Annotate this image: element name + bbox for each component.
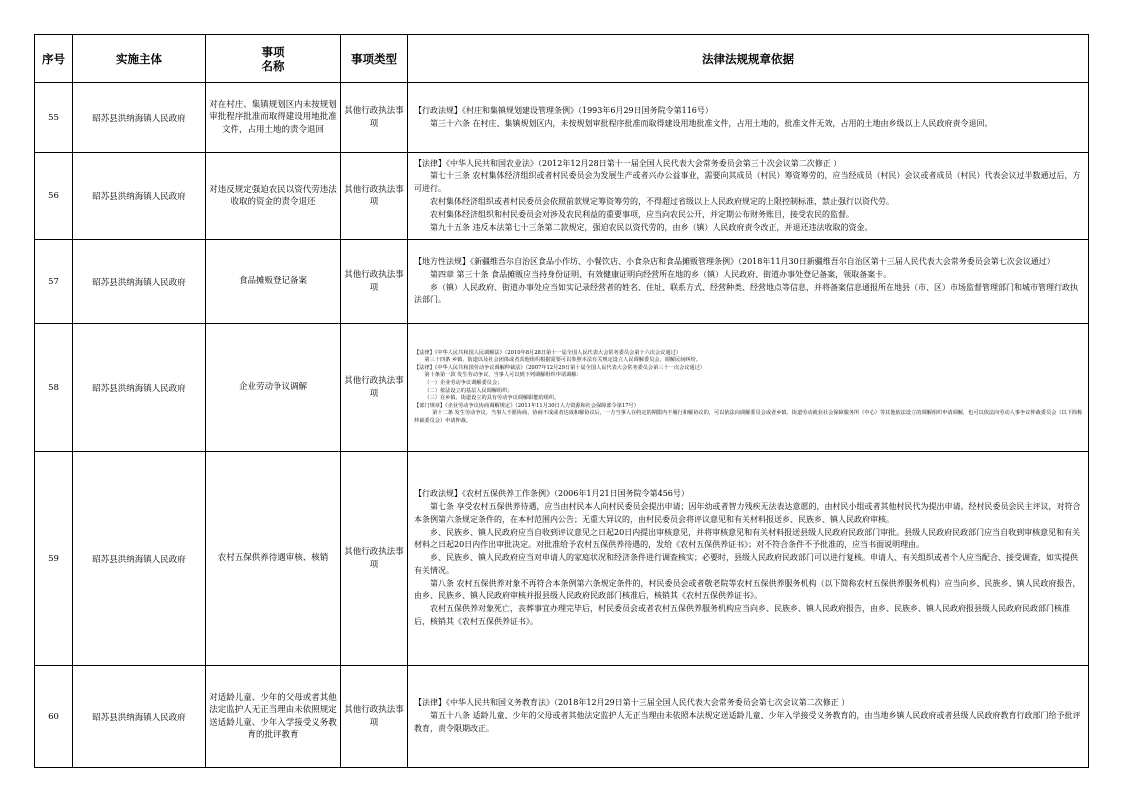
row-basis: [408, 452, 1089, 666]
row-basis: [408, 324, 1089, 452]
basis-article: 农村集体经济组织或者村民委员会依照前款规定筹资筹劳的，不得超过省级以上人民政府规定的上限控制标准，禁止强行以资代劳。: [430, 197, 894, 206]
basis-source: 【行政法规】《农村五保供养工作条例》（2006年1月21日国务院令第456号）: [414, 489, 689, 499]
basis-article: 乡、民族乡、镇人民政府应当自收到评议意见之日起20日内提出审核意见，并将审核意见和有关材料报送县级人民政府民政部门审批。县级人民政府民政部门应当自收到审核意见和有关材料之日起20日内作出审批决定。对批准给予农村五保供养待遇的，发给《农村五保供养证书》；对不符合条件不予批准的，应当书面说明理由。: [414, 527, 1081, 550]
basis-article: （三）在乡镇、街道设立的具有劳动争议调解职能的组织。: [424, 395, 560, 402]
basis-article: 乡、民族乡、镇人民政府应当对申请人的家庭状况和经济条件进行调查核实；必要时，县级人民政府民政部门可以进行复核。申请人、有关组织或者个人应当配合、接受调查，如实提供有关情况。: [414, 553, 1078, 575]
basis-source: 【法律】《中华人民共和国义务教育法》（2018年12月29日第十三届全国人民代表大会常务委员会第七次会议第二次修正 ）: [414, 698, 850, 708]
header-item-name-line1: 事项: [261, 44, 285, 59]
basis-article: 农村五保供养对象死亡，丧葬事宜办理完毕后，村民委员会或者农村五保供养服务机构应当向乡、民族乡、镇人民政府报告，由乡、民族乡、镇人民政府报县级人民政府民政部门核准后，核销其《农村五保供养证书》。: [414, 604, 1070, 627]
row-basis: [408, 666, 1089, 768]
basis-article: 第三十六条 在村庄、集镇规划区内，未按规划审批程序批准而取得建设用地批准文件，占用土地的，批准文件无效，占用的土地由乡级以上人民政府责令退回。: [430, 118, 993, 128]
row-type: 其他行政执法事项: [341, 83, 408, 153]
row-subject: 昭苏县洪纳海镇人民政府: [73, 83, 206, 153]
basis-source: 【法律】《中华人民共和国人民调解法》（2010年8月28日第十一届全国人民代表大会常务委员会第十六次会议通过）: [414, 349, 681, 356]
basis-source: 【部门规章】《企业劳动争议协商调解规定》（2011年11月30日人力资源和社会保障部令第17号）: [414, 402, 639, 409]
basis-source: 【地方性法规】《新疆维吾尔自治区食品小作坊、小餐饮店、小食杂店和食品摊贩管理条例》（2018年11月30日新疆维吾尔自治区第十三届人民代表大会常务委员会第七次会议通过）: [414, 256, 1055, 266]
row-item-name: 对适龄儿童、少年的父母或者其他法定监护人无正当理由未依照规定送适龄儿童、少年入学接受义务教育的批评教育: [206, 666, 341, 768]
row-item-name: 企业劳动争议调解: [206, 324, 341, 452]
row-type: 其他行政执法事项: [341, 666, 408, 768]
header-item-name-line2: 名称: [261, 58, 285, 73]
table-row: [35, 666, 1089, 768]
row-type: 其他行政执法事项: [341, 324, 408, 452]
basis-article: （二）依法设立的基层人民调解组织；: [424, 387, 513, 394]
row-subject: 昭苏县洪纳海镇人民政府: [73, 153, 206, 240]
row-subject: 昭苏县洪纳海镇人民政府: [73, 666, 206, 768]
row-seq: 55: [35, 83, 73, 153]
header-row: [35, 35, 1089, 83]
law-basis-table: [34, 34, 1089, 768]
row-item-name: 农村五保供养待遇审核、核销: [206, 452, 341, 666]
row-type: 其他行政执法事项: [341, 153, 408, 240]
table-row: [35, 452, 1089, 666]
basis-article: 第九十五条 违反本法第七十三条第二款规定，强迫农民以资代劳的，由乡（镇）人民政府责令改正，并退还违法收取的资金。: [430, 222, 873, 232]
table-row: [35, 324, 1089, 452]
basis-article: 第十二条 发生劳动争议，当事人不愿协商、协商不成或者达成和解协议后，一方当事人在约定的期限内不履行和解协议的，可以依法向调解委员会或者乡镇、街道劳动就业社会保障服务所（中心）等其他依法设立的调解组织申请调解，也可以依法向劳动人事争议仲裁委员会（以下简称仲裁委员会）申请仲裁。: [414, 410, 1083, 424]
basis-article: （一）企业劳动争议调解委员会；: [424, 379, 503, 386]
header-type: 事项类型: [341, 35, 408, 83]
table-row: [35, 240, 1089, 324]
row-type: 其他行政执法事项: [341, 240, 408, 324]
header-seq: 序号: [35, 35, 73, 83]
header-item-name: [206, 35, 341, 83]
basis-article: 第八条 农村五保供养对象不再符合本条例第六条规定条件的，村民委员会或者敬老院等农村五保供养服务机构（以下简称农村五保供养服务机构）应当向乡、民族乡、镇人民政府报告，由乡、民族乡、镇人民政府审核并报县级人民政府民政部门核准后，核销其《农村五保供养证书》。: [414, 578, 1081, 601]
row-basis: [408, 240, 1089, 324]
header-basis: 法律法规规章依据: [408, 35, 1089, 83]
row-seq: 58: [35, 324, 73, 452]
basis-source: 【法律】《中华人民共和国劳动争议调解仲裁法》（2007年12月29日第十届全国人民代表大会常务委员会第三十一次会议通过）: [414, 364, 705, 371]
row-type: 其他行政执法事项: [341, 452, 408, 666]
row-seq: 56: [35, 153, 73, 240]
row-subject: 昭苏县洪纳海镇人民政府: [73, 452, 206, 666]
row-item-name: 对违反规定强迫农民以资代劳违法收取的资金的责令退还: [206, 153, 341, 240]
row-seq: 57: [35, 240, 73, 324]
basis-article: 第四章 第三十条 食品摊贩应当持身份证明、有效健康证明向经营所在地的乡（镇）人民政府、街道办事处登记备案，领取备案卡。: [430, 269, 892, 279]
basis-source: 【行政法规】《村庄和集镇规划建设管理条例》（1993年6月29日国务院令第116号）: [414, 105, 713, 115]
header-subject: 实施主体: [73, 35, 206, 83]
basis-article: 第七十三条 农村集体经济组织或者村民委员会为发展生产或者兴办公益事业，需要向其成员（村民）筹资筹劳的，应当经成员（村民）会议或者成员（村民）代表会议过半数通过后，方可进行。: [414, 171, 1081, 194]
basis-article: 第七条 享受农村五保供养待遇，应当由村民本人向村民委员会提出申请；因年幼或者智力残疾无法表达意愿的，由村民小组或者其他村民代为提出申请。经村民委员会民主评议，对符合本条例第六条规定条件的，在本村范围内公告；无重大异议的，由村民委员会将评议意见和有关材料报送乡、民族乡、镇人民政府审核。: [414, 501, 1081, 524]
row-subject: 昭苏县洪纳海镇人民政府: [73, 240, 206, 324]
row-seq: 59: [35, 452, 73, 666]
table-row: [35, 83, 1089, 153]
row-basis: [408, 153, 1089, 240]
row-subject: 昭苏县洪纳海镇人民政府: [73, 324, 206, 452]
table-row: [35, 153, 1089, 240]
row-seq: 60: [35, 666, 73, 768]
basis-article: 第十条第一款 发生劳动争议，当事人可以到下列调解组织申请调解：: [424, 372, 582, 379]
basis-source: 【法律】《中华人民共和国农业法》（2012年12月28日第十一届全国人民代表大会常务委员会第三十次会议第二次修正 ）: [414, 158, 842, 168]
basis-article: 第三十四条 乡镇、街道以及社会团体或者其他组织根据需要可以参照本法有关规定设立人民调解委员会，调解民间纠纷。: [424, 357, 701, 364]
row-item-name: 食品摊贩登记备案: [206, 240, 341, 324]
row-basis: [408, 83, 1089, 153]
row-item-name: 对在村庄、集镇规划区内未按规划审批程序批准而取得建设用地批准文件，占用土地的责令退回: [206, 83, 341, 153]
basis-article: 农村集体经济组织和村民委员会对涉及农民利益的重要事项，应当向农民公开，并定期公布财务账目，接受农民的监督。: [430, 209, 854, 219]
basis-article: 第五十八条 适龄儿童、少年的父母或者其他法定监护人无正当理由未依照本法规定送适龄儿童、少年入学接受义务教育的，由当地乡镇人民政府或者县级人民政府教育行政部门给予批评教育，责令限期改正。: [414, 711, 1081, 733]
basis-article: 乡（镇）人民政府、街道办事处应当如实记录经营者的姓名、住址、联系方式、经营种类、经营地点等信息，并将备案信息通报所在地县（市、区）市场监督管理部门和城市管理行政执法部门。: [414, 282, 1078, 305]
